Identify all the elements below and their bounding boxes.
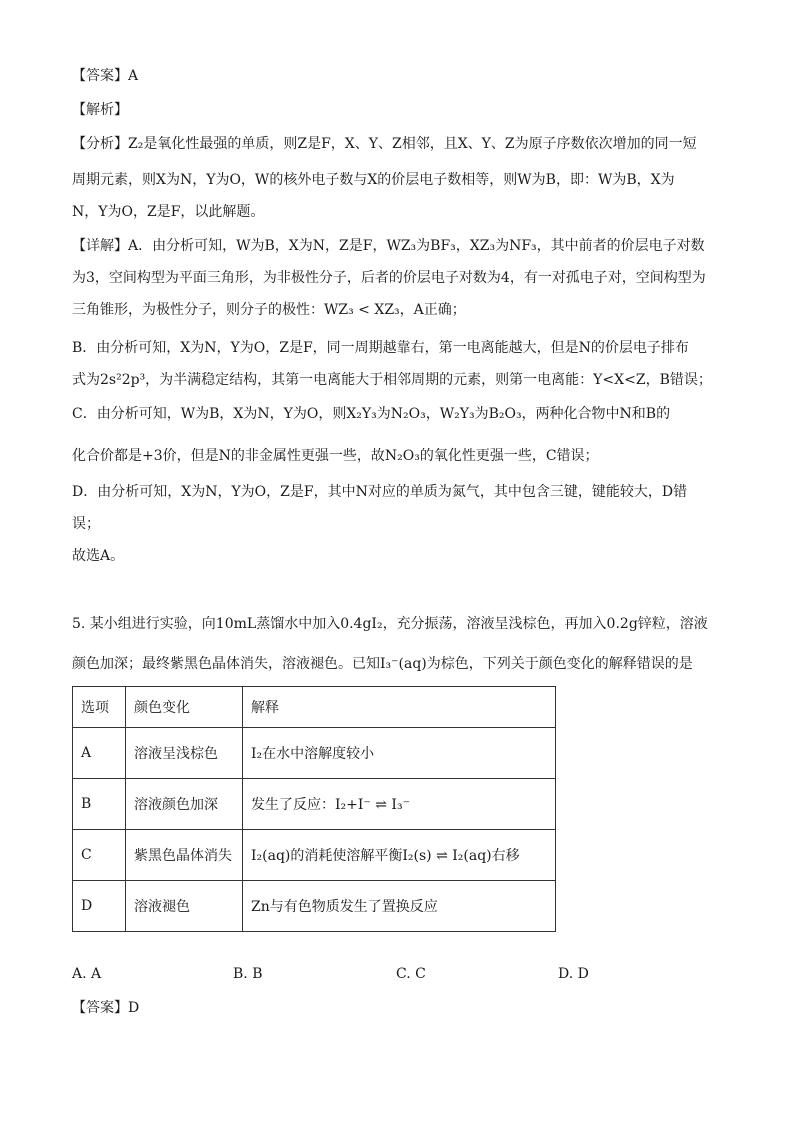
table-cell: B (73, 779, 126, 830)
option-b: B. B (233, 966, 263, 982)
table-row (73, 830, 556, 881)
table-header-cell: 颜色变化 (126, 687, 243, 728)
option-a: A. A (72, 966, 102, 982)
analysis-line: 【分析】Z₂是氧化性最强的单质，则Z是F，X、Y、Z相邻，且X、Y、Z为原子序数依次增加的同一短 (72, 136, 697, 152)
analysis-line: 周期元素，则X为N，Y为O，W的核外电子数与X的价层电子数相等，则W为B，即：W为B，X为 (72, 172, 675, 188)
option-d: D. D (558, 966, 589, 982)
table-cell: 溶液颜色加深 (126, 779, 243, 830)
analysis-line: 为3，空间构型为平面三角形，为非极性分子，后者的价层电子对数为4，有一对孤电子对，空间构型为 (72, 270, 706, 286)
question-5-line: 5. 某小组进行实验，向10mL蒸馏水中加入0.4gI₂，充分振荡，溶液呈浅棕色，再加入0.2g锌粒，溶液 (72, 616, 708, 632)
table-row (73, 881, 556, 932)
table-cell: A (73, 728, 126, 779)
analysis-line: 式为2s²2p³，为半满稳定结构，其第一电离能大于相邻周期的元素，则第一电离能：Y<X<Z，B错误； (72, 372, 712, 388)
table-header-cell: 解释 (243, 687, 556, 728)
analysis-line: 故选A。 (72, 548, 125, 564)
table-cell: D (73, 881, 126, 932)
table-cell: 发生了反应：I₂+I⁻ ⇌ I₃⁻ (243, 779, 556, 830)
table-header-row (73, 687, 556, 728)
table-cell: 溶液褪色 (126, 881, 243, 932)
question-5-line: 颜色加深；最终紫黑色晶体消失，溶液褪色。已知I₃⁻(aq)为棕色，下列关于颜色变化的解释错误的是 (72, 656, 693, 672)
table-header-cell: 选项 (73, 687, 126, 728)
answer-label: 【答案】A (72, 68, 139, 84)
explanation-table (72, 686, 556, 932)
analysis-line: 误； (72, 516, 100, 532)
analysis-line: 化合价都是+3价，但是N的非金属性更强一些，故N₂O₃的氧化性更强一些，C错误； (72, 448, 599, 464)
table-cell: I₂在水中溶解度较小 (243, 728, 556, 779)
table-cell: C (73, 830, 126, 881)
analysis-line: D．由分析可知，X为N，Y为O，Z是F，其中N对应的单质为氮气，其中包含三键，键能较大，D错 (72, 484, 688, 500)
analysis-heading: 【解析】 (72, 102, 128, 118)
analysis-line: C．由分析可知，W为B，X为N，Y为O，则X₂Y₃为N₂O₃，W₂Y₃为B₂O₃，两种化合物中N和B的 (72, 406, 671, 422)
analysis-line: N，Y为O，Z是F，以此解题。 (72, 204, 265, 220)
option-c: C. C (396, 966, 426, 982)
analysis-line: 【详解】A．由分析可知，W为B，X为N，Z是F，WZ₃为BF₃，XZ₃为NF₃，其中前者的价层电子对数 (72, 238, 705, 254)
table-cell: 紫黑色晶体消失 (126, 830, 243, 881)
analysis-line: B．由分析可知，X为N，Y为O，Z是F，同一周期越靠右，第一电离能越大，但是N的价层电子排布 (72, 340, 689, 356)
table-cell: I₂(aq)的消耗使溶解平衡I₂(s) ⇌ I₂(aq)右移 (243, 830, 556, 881)
answer-label: 【答案】D (72, 1000, 140, 1016)
table-cell: Zn与有色物质发生了置换反应 (243, 881, 556, 932)
table-cell: 溶液呈浅棕色 (126, 728, 243, 779)
analysis-line: 三角锥形，为极性分子，则分子的极性：WZ₃ < XZ₃，A正确； (72, 302, 466, 318)
table-row (73, 779, 556, 830)
table-row (73, 728, 556, 779)
